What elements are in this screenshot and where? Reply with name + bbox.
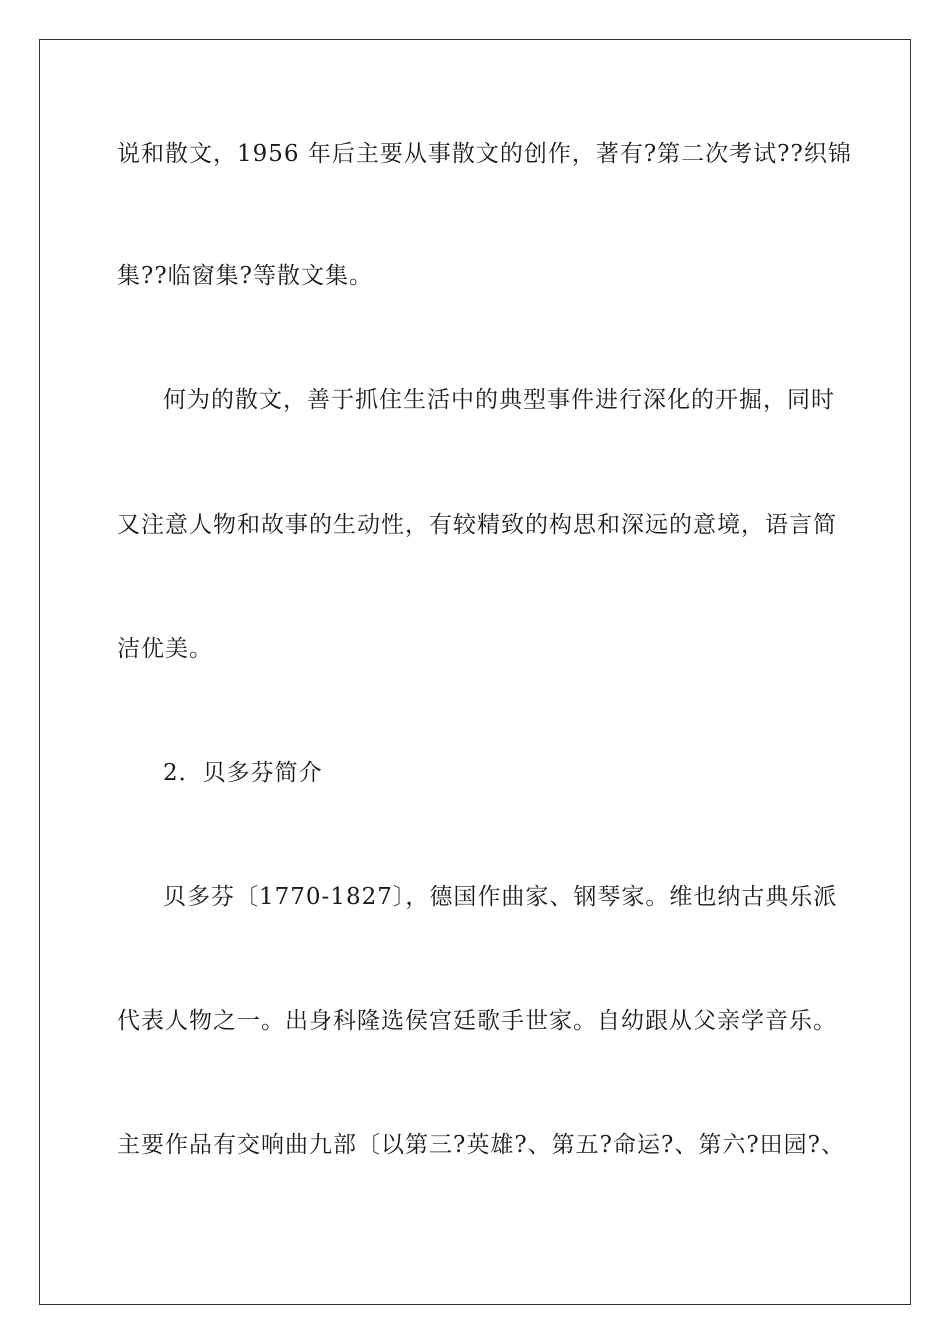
section-heading: 2．贝多芬简介 [163, 760, 323, 786]
text-line: 洁优美。 [117, 636, 213, 662]
text-line: 说和散文，1956 年后主要从事散文的创作，著有?第二次考试??织锦 [117, 141, 852, 167]
page-border [39, 39, 911, 1305]
paragraph-start: 何为的散文，善于抓住生活中的典型事件进行深化的开掘，同时 [163, 387, 835, 413]
text-line: 又注意人物和故事的生动性，有较精致的构思和深远的意境，语言简 [117, 512, 837, 538]
text-line: 代表人物之一。出身科隆选侯宫廷歌手世家。自幼跟从父亲学音乐。 [117, 1008, 837, 1034]
paragraph-start: 贝多芬〔1770-1827〕，德国作曲家、钢琴家。维也纳古典乐派 [163, 884, 838, 910]
text-line: 主要作品有交响曲九部〔以第三?英雄?、第五?命运?、第六?田园?、 [117, 1132, 845, 1158]
text-line: 集??临窗集?等散文集。 [117, 263, 373, 289]
